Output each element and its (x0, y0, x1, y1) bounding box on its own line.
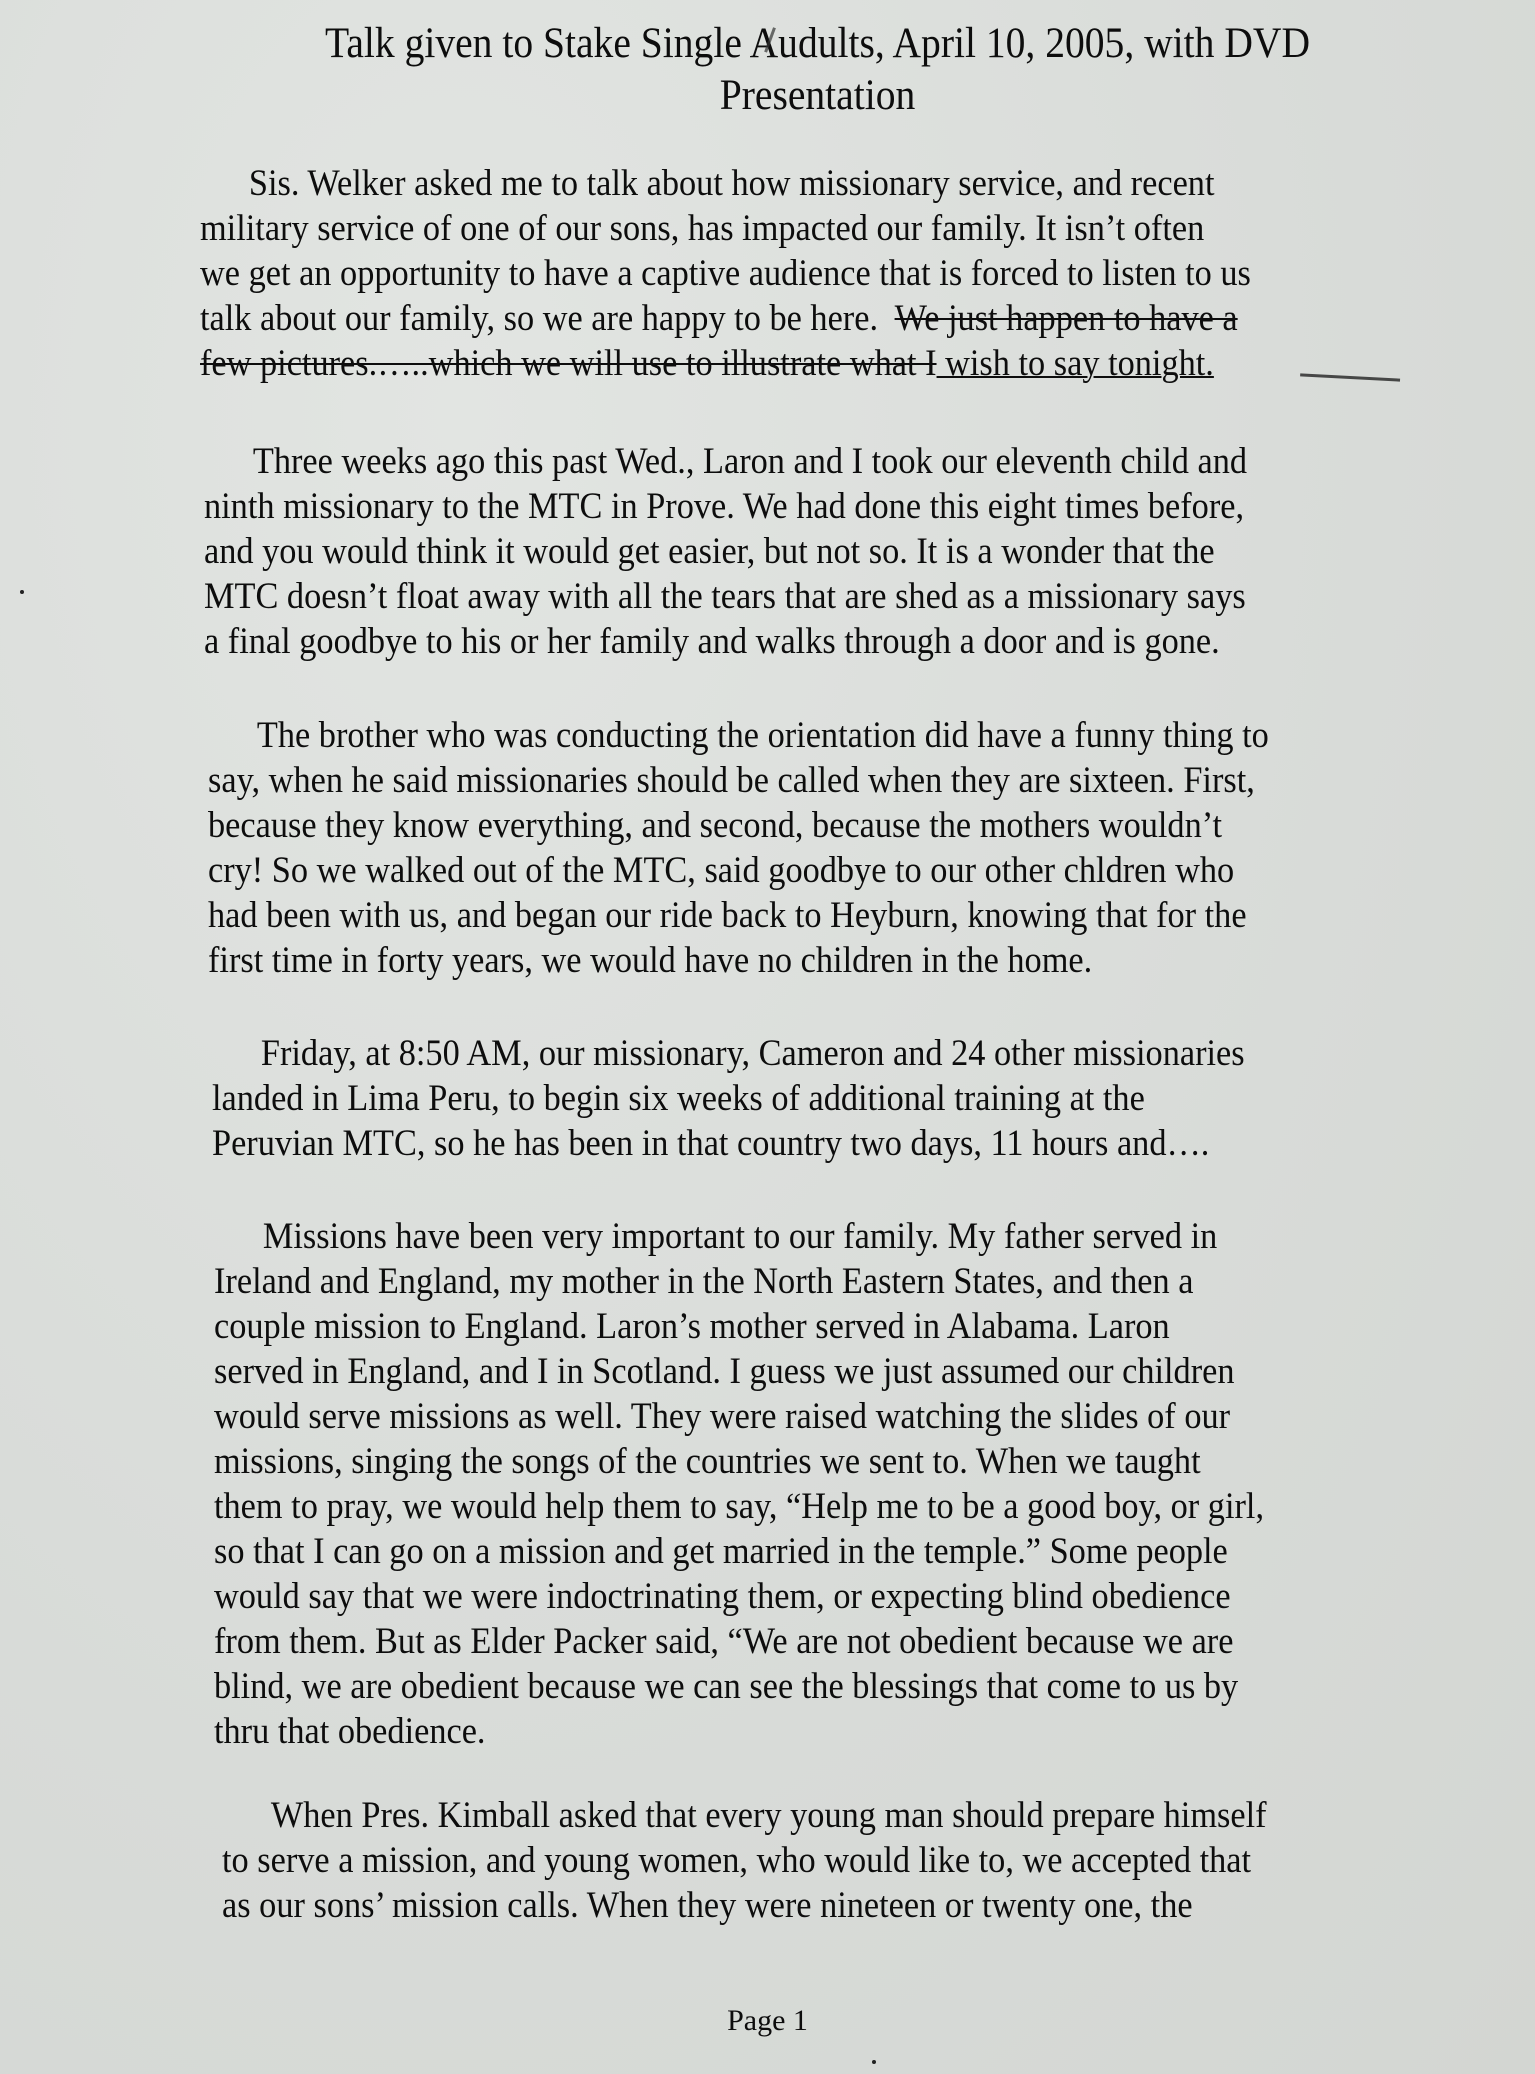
paragraph-4 (212, 1030, 1245, 1165)
text-line: and you would think it would get easier, but not so. It is a wonder that the (204, 530, 1215, 571)
text-line: Sis. Welker asked me to talk about how missionary service, and recent (248, 162, 1215, 203)
paragraph-6 (222, 1792, 1267, 1927)
scan-speck (872, 2060, 876, 2064)
text-line (200, 340, 1251, 385)
text-line: a final goodbye to his or her family and walks through a door and is gone. (204, 620, 1220, 661)
text-plain: talk about our family, so we are happy to be here. (200, 297, 895, 338)
title-line-1: Talk given to Stake Single Audults, April 10, 2005, with DVD (324, 20, 1311, 67)
text-line (200, 295, 1251, 340)
handwritten-underline (1300, 373, 1400, 385)
text-line: When Pres. Kimball asked that every young man should prepare himself (270, 1794, 1267, 1835)
text-line: landed in Lima Peru, to begin six weeks of additional training at the (212, 1077, 1145, 1118)
title-line-2: Presentation (719, 72, 916, 119)
text-line: first time in forty years, we would have no children in the home. (208, 939, 1093, 980)
text-line: Peruvian MTC, so he has been in that country two days, 11 hours and…. (212, 1122, 1210, 1163)
text-line: had been with us, and began our ride back to Heyburn, knowing that for the (208, 894, 1247, 935)
text-line: would serve missions as well. They were raised watching the slides of our (214, 1395, 1231, 1436)
struck-through-text: few pictures.…..which we will use to illustrate what I (200, 342, 937, 383)
paragraph-3 (208, 712, 1269, 982)
text-line: so that I can go on a mission and get married in the temple.” Some people (214, 1530, 1228, 1571)
text-line: because they know everything, and second, because the mothers wouldn’t (208, 804, 1223, 845)
text-line: blind, we are obedient because we can see the blessings that come to us by (214, 1665, 1239, 1706)
paragraph-5 (214, 1213, 1264, 1753)
document-title (249, 18, 1385, 122)
underlined-text: wish to say tonight. (936, 342, 1214, 383)
text-line: The brother who was conducting the orientation did have a funny thing to (256, 714, 1269, 755)
text-line: to serve a mission, and young women, who would like to, we accepted that (222, 1839, 1252, 1880)
text-line: Friday, at 8:50 AM, our missionary, Cameron and 24 other missionaries (260, 1032, 1245, 1073)
paragraph-1 (200, 160, 1251, 385)
text-line: them to pray, we would help them to say, “Help me to be a good boy, or girl, (214, 1485, 1265, 1526)
struck-through-text: We just happen to have a (894, 297, 1238, 338)
text-line: Ireland and England, my mother in the North Eastern States, and then a (214, 1260, 1194, 1301)
text-line: Three weeks ago this past Wed., Laron and I took our eleventh child and (252, 440, 1248, 481)
text-line: missions, singing the songs of the countries we sent to. When we taught (214, 1440, 1201, 1481)
text-line: thru that obedience. (214, 1710, 486, 1751)
text-line: as our sons’ mission calls. When they were nineteen or twenty one, the (222, 1884, 1193, 1925)
text-line: ninth missionary to the MTC in Prove. We had done this eight times before, (204, 485, 1245, 526)
text-line: say, when he said missionaries should be called when they are sixteen. First, (208, 759, 1255, 800)
page-number: Page 1 (727, 2004, 808, 2037)
text-line: military service of one of our sons, has impacted our family. It isn’t often (200, 207, 1205, 248)
paragraph-2 (204, 438, 1247, 663)
text-line: we get an opportunity to have a captive audience that is forced to listen to us (200, 252, 1251, 293)
text-line: Missions have been very important to our family. My father served in (262, 1215, 1218, 1256)
scan-speck (20, 590, 24, 594)
text-line: from them. But as Elder Packer said, “We are not obedient because we are (214, 1620, 1234, 1661)
text-line: couple mission to England. Laron’s mother served in Alabama. Laron (214, 1305, 1170, 1346)
text-line: served in England, and I in Scotland. I guess we just assumed our children (214, 1350, 1235, 1391)
text-line: would say that we were indoctrinating them, or expecting blind obedience (214, 1575, 1231, 1616)
text-line: cry! So we walked out of the MTC, said goodbye to our other chldren who (208, 849, 1235, 890)
text-line: MTC doesn’t float away with all the tears that are shed as a missionary says (204, 575, 1246, 616)
